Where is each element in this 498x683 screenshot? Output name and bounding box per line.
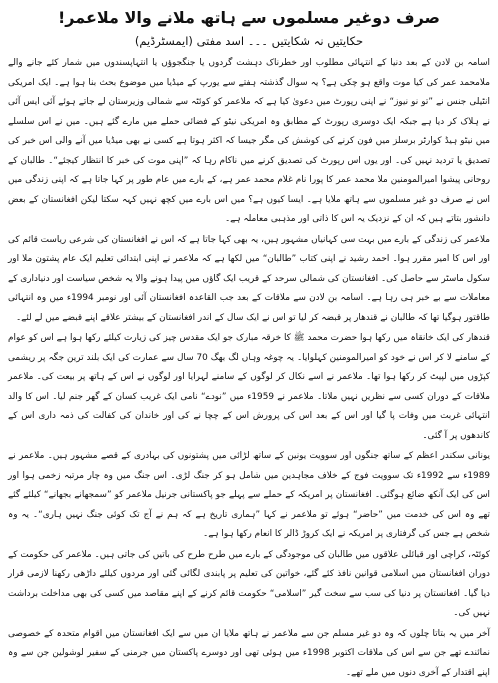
- article-paragraph: قندھار کی ایک خانقاہ میں رکھا ہوا حضرت محمد ﷺ کا خرقہ مبارک جو ایک مقدس چیز کی زیارت کیلئے رکھا ہوا ہے اس کو عوام کے سامنے لا کر اس نے خود کو امیرالمومنین کہلوایا۔ یہ چوغہ وہاں لگ بھگ 70 سال سے عمارت کی ایک بلند ترین جگہ پر ریشمی کپڑوں میں لپیٹ کر رکھا ہوا تھا۔ ملاعمر نے اسے نکال کر لوگوں کے سامنے لہرایا اور لوگوں نے اس کے ہاتھ پر بیعت کی۔ ملاعمر ملاقات کے دوران کسی سے نظریں نہیں ملاتا۔ ملاعمر نے 1959ء میں ”نودے“ نامی ایک غریب کسان کے گھر جنم لیا۔ اس کا والد انتہائی غربت میں وفات پا گیا اور اس کے بعد اس کی پرورش اس کے چچا نے کی اور خاندان کی کفالت کی ذمہ داری اس کے کاندھوں پر آ گئی۔: [8, 329, 490, 446]
- article-paragraph: ملاعمر کی زندگی کے بارے میں بہت سی کہانیاں مشہور ہیں، یہ بھی کہا جاتا ہے کہ اس نے افغانستان کی شرعی ریاست قائم کی اور اس کا امیر مقرر ہوا۔ احمد رشید نے اپنی کتاب ”طالبان“ میں لکھا ہے کہ ملاعمر نے اپنی ابتدائی تعلیم ایک عام پشتون ملا اور سکول ماسٹر سے حاصل کی۔ افغانستان کی شمالی سرحد کے قریب ایک گاؤں میں پیدا ہونے والا یہ شخص سیاست اور دنیاداری کے معاملات سے بے خبر ہی رہا ہے۔ اسامہ بن لادن سے ملاقات کے بعد جب القاعدہ افغانستان آئی اور نومبر 1994ء میں وہ انتہائی طاقتور ہوگیا تھا کہ طالبان نے قندھار پر قبضہ کر لیا تو اس نے ایک سال کے اندر افغانستان کے بیشتر علاقے اپنے قبضے میں لے لئے۔: [8, 231, 490, 329]
- article-paragraph: یونانی سکندر اعظم کے ساتھ جنگوں اور سوویت یونین کے ساتھ لڑائی میں پشتونوں کی بہادری کے قصے مشہور ہیں۔ ملاعمر نے 1989ء سے 1992ء تک سوویت فوج کے خلاف مجاہدین میں شامل ہو کر جنگ لڑی۔ اس جنگ میں وہ چار مرتبہ زخمی ہوا اور اس کی ایک آنکھ ضائع ہوگئی۔ افغانستان پر امریکہ کے حملے سے پہلے جو پاکستانی جرنیل ملاعمر کو ”سمجھانے بجھانے“ کیلئے گئے تھے وہ اس کی خدمت میں ”حاضر“ ہوئے تو ملاعمر نے کہا ”ہماری تاریخ ہے کہ ہم نے آج تک کوئی جنگ نہیں ہاری“۔ یہ وہ شخص ہے جس کی گرفتاری پر امریکہ نے ایک کروڑ ڈالر کا انعام رکھا ہوا ہے۔: [8, 447, 490, 545]
- article-paragraph: کوئٹہ، کراچی اور قبائلی علاقوں میں طالبان کی موجودگی کے بارے میں طرح طرح کی باتیں کی جاتی ہیں۔ ملاعمر کی حکومت کے دوران افغانستان میں اسلامی قوانین نافذ کئے گئے، خواتین کی تعلیم پر پابندی لگائی گئی اور مردوں کیلئے داڑھی رکھنا لازمی قرار دیا گیا۔ افغانستان پر دنیا کی سب سے سخت گیر ”اسلامی“ حکومت قائم کرنے کے اپنے مقاصد میں کسی کی بھی مداخلت برداشت نہیں کی۔: [8, 546, 490, 624]
- article-paragraph: اسامہ بن لادن کے بعد دنیا کے انتہائی مطلوب اور خطرناک دہشت گردوں یا جنگجوؤں یا انتہاپسندوں میں شمار کئے جانے والے ملامحمد عمر کی کیا موت واقع ہو چکی ہے؟ یہ سوال گذشتہ ہفتے سے یورپ کے میڈیا میں موضوع بحث بنا ہوا ہے۔ ایک امریکی انٹیلی جنس نے ”تو نو نیوز“ نے اپنی رپورٹ میں دعویٰ کیا ہے کہ ملاعمر کو کوئٹہ سے شمالی وزیرستان لے جاتے ہوئے آئی ایس آئی نے ہلاک کر دیا ہے جبکہ ایک دوسری رپورٹ کے مطابق وہ امریکی نیٹو کے فضائی حملے میں مارے گئے ہیں۔ میں نے اس سلسلے میں نیٹو ہیڈ کوارٹر برسلز میں فون کرنے کی کوشش کی مگر جیسا کہ اکثر ہوتا ہے کسی نے بھی میڈیا میں آنے والی اس خبر کی تصدیق یا تردید نہیں کی۔ اور یوں اس رپورٹ کی تصدیق کرنے میں ناکام رہا کہ ”اپنی موت کی خبر کا انتظار کیجئے“۔ طالبان کے روحانی پیشوا امیرالمومنین ملا محمد عمر کا پورا نام غلام محمد عمر ہے، کے بارے میں عام طور پر کہا جاتا ہے کہ اپنی زندگی میں اس نے صرف دو غیر مسلموں سے ہاتھ ملایا ہے۔ ایسا کیوں ہے؟ میں اس بارے میں کچھ نہیں کہہ سکتا لیکن افغانستان کے بعض دانشور بتاتے ہیں کہ ان کے نزدیک یہ اس کا ذاتی اور مذہبی معاملہ ہے۔: [8, 54, 490, 230]
- article-byline: حکایتیں نہ شکایتیں ۔۔۔ اسد مفتی (ایمسٹرڈیم): [8, 32, 490, 50]
- article-body: [8, 54, 490, 683]
- article-paragraph: آخر میں یہ بتاتا چلوں کہ وہ دو غیر مسلم جن سے ملاعمر نے ہاتھ ملایا ان میں سے ایک افغانستان میں اقوام متحدہ کے خصوصی نمائندے تھے جن سے اس کی ملاقات اکتوبر 1998ء میں ہوئی تھی اور دوسرے پاکستان میں جرمنی کے سفیر لوشولین جن سے وہ اپنے اقتدار کے آخری دنوں میں ملے تھے۔: [8, 625, 490, 683]
- article-headline: صرف دوغیر مسلموں سے ہاتھ ملانے والا ملاعمر!: [8, 6, 490, 30]
